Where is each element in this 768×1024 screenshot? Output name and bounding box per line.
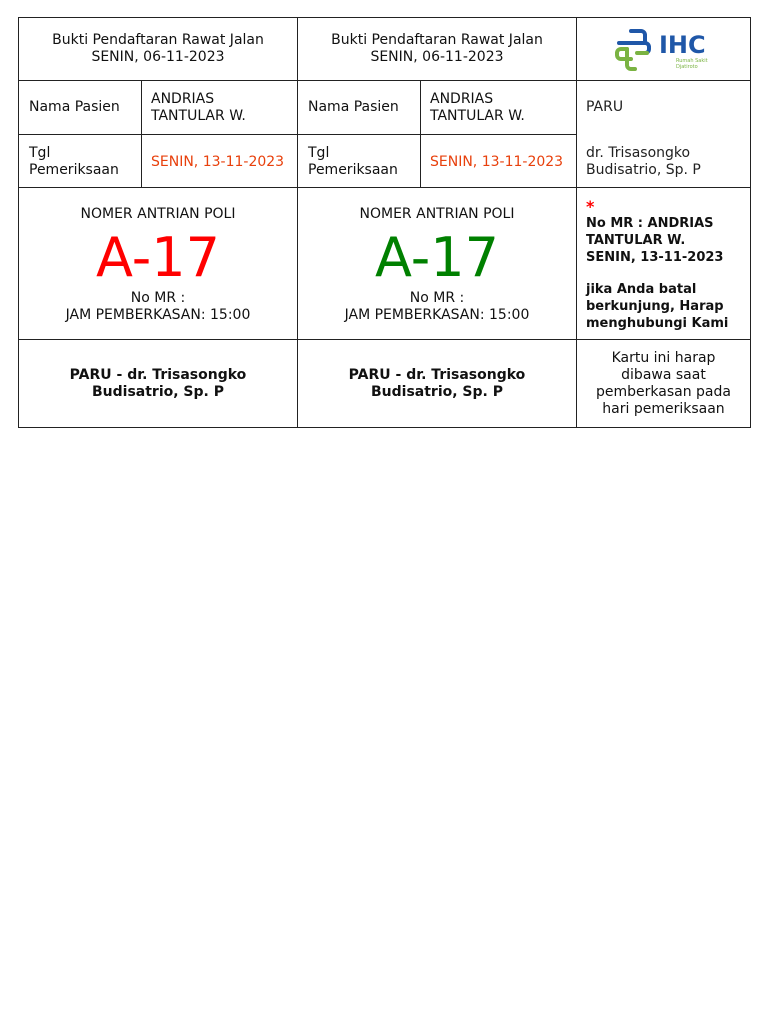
logo-text: IHC [659,31,706,59]
copy2-queue-title: NOMER ANTRIAN POLI [359,206,515,222]
copy2-patient-name-cell [420,80,577,135]
copy1-queue-number: A-17 [96,226,220,289]
side-mr-info: No MR : ANDRIAS TANTULAR W. SENIN, 13-11-2023 [586,216,724,265]
side-note-cell [576,339,751,428]
copy2-filing-time: JAM PEMBERKASAN: 15:00 [344,307,530,323]
copy2-header-title: Bukti Pendaftaran Rawat Jalan [331,32,543,48]
side-asterisk: * [586,197,595,216]
copy2-clinic-doctor-cell [297,339,577,428]
ihc-logo [613,25,723,73]
copy1-exam-label-line1: Tgl [29,145,51,161]
side-doctor: dr. Trisasongko Budisatrio, Sp. P [586,145,701,178]
copy1-header-date: SENIN, 06-11-2023 [91,49,225,65]
copy1-queue-title: NOMER ANTRIAN POLI [80,206,236,222]
registration-card [18,17,751,428]
copy1-exam-label-cell [18,134,142,188]
side-bring-card-note: Kartu ini harap dibawa saat pemberkasan pada hari pemeriksaan [596,350,731,417]
copy2-queue-cell [297,187,577,340]
copy1-header-title: Bukti Pendaftaran Rawat Jalan [52,32,264,48]
copy1-clinic-doctor: PARU - dr. Trisasongko Budisatrio, Sp. P [69,367,247,400]
copy2-patient-label-cell [297,80,421,135]
copy2-header-date: SENIN, 06-11-2023 [370,49,504,65]
side-clinic-doctor-cell [576,80,751,188]
copy2-queue-number: A-17 [375,226,499,289]
copy2-exam-date: SENIN, 13-11-2023 [430,154,564,170]
copy1-exam-label-line2: Pemeriksaan [29,162,119,178]
cross-logo-icon [617,31,649,69]
copy1-patient-label-cell [18,80,142,135]
copy1-exam-date-cell [141,134,298,188]
copy1-queue-cell [18,187,298,340]
copy2-exam-label-line2: Pemeriksaan [308,162,398,178]
side-clinic: PARU [586,99,624,115]
copy1-patient-name-cell [141,80,298,135]
logo-sub-line2: Djatiroto [676,64,698,70]
copy2-exam-label-line1: Tgl [308,145,330,161]
copy1-filing-time: JAM PEMBERKASAN: 15:00 [65,307,251,323]
copy1-patient-label: Nama Pasien [29,99,120,115]
side-cancel-note: jika Anda batal berkunjung, Harap menghubungi Kami [586,282,729,331]
logo-cell [576,17,751,81]
copy1-patient-name: ANDRIAS TANTULAR W. [151,91,246,124]
copy2-header [297,17,577,81]
copy2-exam-date-cell [420,134,577,188]
copy1-clinic-doctor-cell [18,339,298,428]
copy2-exam-label-cell [297,134,421,188]
side-info-cell [576,187,751,340]
logo-sub-line1: Rumah Sakit [676,58,708,64]
copy2-mr-label: No MR : [409,290,465,306]
copy1-header [18,17,298,81]
copy1-exam-date: SENIN, 13-11-2023 [151,154,285,170]
copy2-patient-label: Nama Pasien [308,99,399,115]
copy2-clinic-doctor: PARU - dr. Trisasongko Budisatrio, Sp. P [348,367,526,400]
copy2-patient-name: ANDRIAS TANTULAR W. [430,91,525,124]
copy1-mr-label: No MR : [130,290,186,306]
